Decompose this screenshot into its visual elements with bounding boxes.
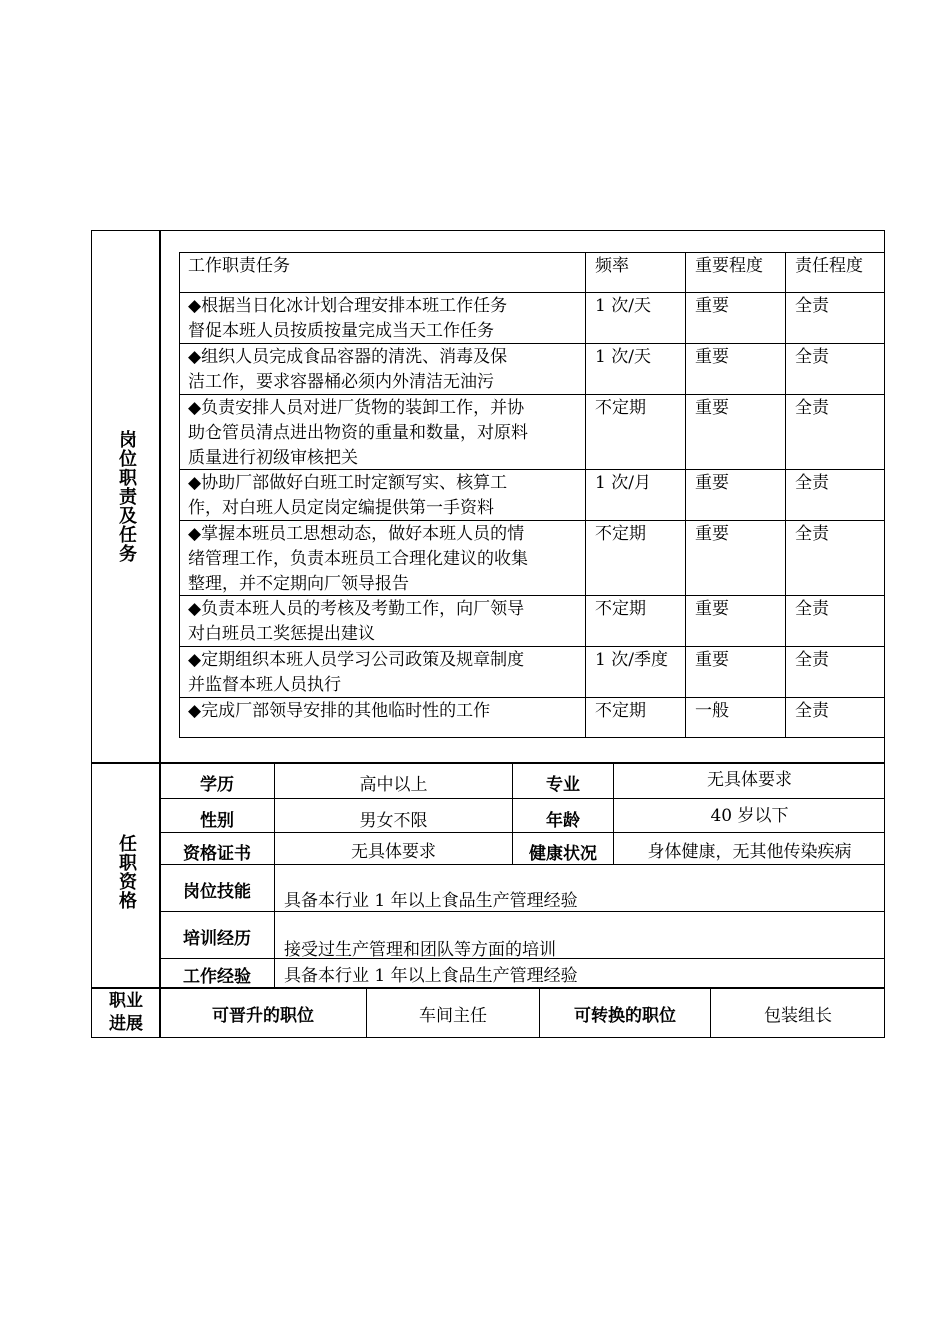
importance: 重要 (695, 347, 729, 367)
frequency: 不定期 (595, 599, 646, 619)
training-value: 接受过生产管理和团队等方面的培训 (284, 940, 556, 960)
responsibility: 全责 (795, 347, 829, 367)
section-divider (159, 230, 161, 1038)
task-line: 整理，并不定期向厂领导报告 (188, 574, 409, 594)
responsibility: 全责 (795, 398, 829, 418)
certificate-value: 无具体要求 (351, 842, 436, 862)
gender-label: 性别 (200, 811, 234, 831)
task-line: ◆掌握本班员工思想动态，做好本班人员的情 (188, 524, 525, 544)
responsibility: 全责 (795, 296, 829, 316)
frequency: 1 次/季度 (595, 650, 668, 670)
promote-value: 车间主任 (419, 1006, 487, 1026)
task-line: ◆根据当日化冰计划合理安排本班工作任务 (188, 296, 508, 316)
task-line: 质量进行初级审核把关 (188, 448, 358, 468)
education-label: 学历 (200, 775, 234, 795)
task-line: 助仓管员清点进出物资的重量和数量，对原料 (188, 423, 528, 443)
importance: 重要 (695, 599, 729, 619)
importance: 一般 (695, 701, 729, 721)
education-value: 高中以上 (359, 775, 428, 795)
header-task: 工作职责任务 (188, 256, 290, 276)
experience-value: 具备本行业 1 年以上食品生产管理经验 (284, 966, 578, 986)
importance: 重要 (695, 473, 729, 493)
task-line: 绪管理工作，负责本班员工合理化建议的收集 (188, 549, 528, 569)
skill-label: 岗位技能 (183, 882, 251, 902)
gender-value: 男女不限 (359, 811, 428, 831)
importance: 重要 (695, 296, 729, 316)
task-line: 作，对白班人员定岗定编提供第一手资料 (188, 498, 494, 518)
task-line: ◆组织人员完成食品容器的清洗、消毒及保 (188, 347, 508, 367)
major-value: 无具体要求 (707, 770, 792, 790)
responsibility: 全责 (795, 650, 829, 670)
importance: 重要 (695, 524, 729, 544)
responsibility: 全责 (795, 599, 829, 619)
header-frequency: 频率 (595, 256, 629, 276)
row-divider (91, 987, 885, 989)
task-line: 洁工作，要求容器桶必须内外清洁无油污 (188, 372, 494, 392)
training-label: 培训经历 (183, 929, 251, 949)
age-value: 40 岁以下 (710, 806, 789, 826)
promote-label: 可晋升的职位 (212, 1006, 314, 1026)
health-value: 身体健康，无其他传染疾病 (647, 842, 852, 862)
responsibility: 全责 (795, 473, 829, 493)
importance: 重要 (695, 398, 729, 418)
task-line: ◆负责本班人员的考核及考勤工作，向厂领导 (188, 599, 525, 619)
experience-label: 工作经验 (183, 967, 251, 987)
responsibility: 全责 (795, 701, 829, 721)
major-label: 专业 (546, 775, 580, 795)
task-line: ◆定期组织本班人员学习公司政策及规章制度 (188, 650, 525, 670)
frequency: 不定期 (595, 701, 646, 721)
header-importance: 重要程度 (695, 256, 763, 276)
frequency: 1 次/天 (595, 296, 651, 316)
header-responsibility: 责任程度 (795, 256, 863, 276)
frequency: 不定期 (595, 524, 646, 544)
section-duties-label: 岗位职责及任务 (116, 430, 137, 563)
importance: 重要 (695, 650, 729, 670)
transfer-value: 包装组长 (764, 1006, 832, 1026)
frequency: 不定期 (595, 398, 646, 418)
task-line: ◆负责安排人员对进厂货物的装卸工作，并协 (188, 398, 525, 418)
task-line: 并监督本班人员执行 (188, 675, 341, 695)
section-qualification-label: 任职资格 (116, 834, 137, 910)
skill-value: 具备本行业 1 年以上食品生产管理经验 (284, 891, 578, 911)
health-label: 健康状况 (529, 844, 597, 864)
frequency: 1 次/月 (595, 473, 651, 493)
transfer-label: 可转换的职位 (574, 1006, 676, 1026)
responsibility: 全责 (795, 524, 829, 544)
task-line: 督促本班人员按质按量完成当天工作任务 (188, 321, 494, 341)
task-line: ◆协助厂部做好白班工时定额写实、核算工 (188, 473, 508, 493)
task-line: 对白班员工奖惩提出建议 (188, 624, 375, 644)
frequency: 1 次/天 (595, 347, 651, 367)
row-divider (91, 762, 885, 764)
task-line: ◆完成厂部领导安排的其他临时性的工作 (188, 701, 491, 721)
age-label: 年龄 (546, 811, 580, 831)
section-career-label: 职业 进展 (109, 991, 143, 1034)
certificate-label: 资格证书 (183, 844, 251, 864)
